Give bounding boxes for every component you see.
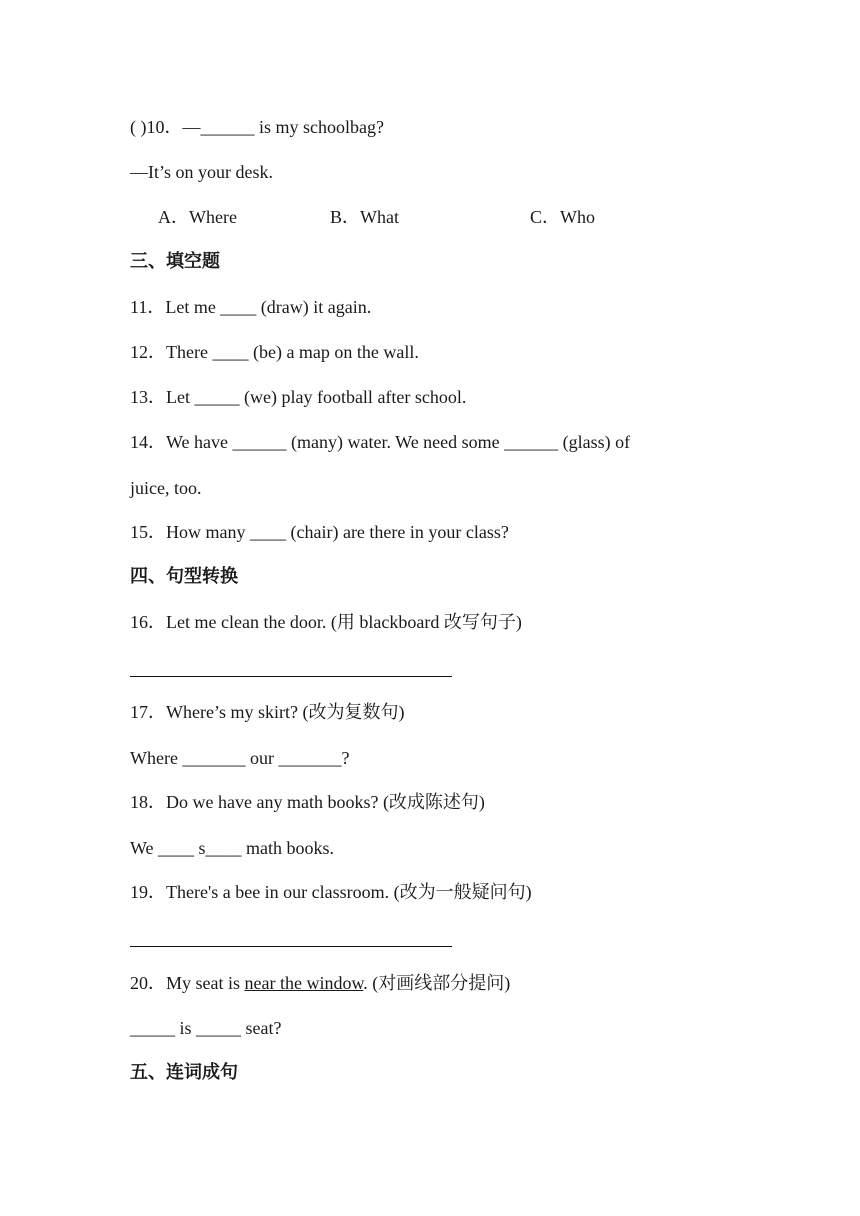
q13: 13．Let _____ (we) play football after school. [130,387,467,407]
q14-line1: 14．We have ______ (many) water. We need some ______ (glass) of [130,432,631,452]
q11: 11．Let me ____ (draw) it again. [130,297,372,317]
q17-answer: Where _______ our _______? [130,748,350,768]
q19: 19．There's a bee in our classroom. (改为一般疑问句) [130,882,532,902]
q19-answer-line [130,946,452,947]
q20-stem [130,971,510,995]
q18-stem: 18．Do we have any math books? (改成陈述句) [130,792,485,812]
q17-stem: 17．Where’s my skirt? (改为复数句) [130,702,405,722]
q16: 16．Let me clean the door. (用 blackboard 改写句子) [130,612,522,632]
q16-answer-line [130,676,452,677]
q10-option-a: A．Where [158,207,237,227]
q20-suffix: . (对画线部分提问) [363,973,511,993]
q12: 12．There ____ (be) a map on the wall. [130,342,419,362]
section-title-sentence-transform: 四、句型转换 [130,566,238,587]
q20-answer: _____ is _____ seat? [130,1018,282,1038]
q10-options [130,205,630,229]
q10-option-c: C．Who [530,207,595,227]
section-title-fill-blank: 三、填空题 [130,251,220,272]
q20-prefix: 20．My seat is [130,973,245,993]
q20-underlined-phrase: near the window [244,973,364,993]
q14-line2: juice, too. [130,478,202,498]
section-title-word-order: 五、连词成句 [130,1062,238,1083]
q18-answer: We ____ s____ math books. [130,838,335,858]
q10-stem: ( )10．—______ is my schoolbag? [130,117,384,137]
q15: 15．How many ____ (chair) are there in your class? [130,522,509,542]
q10-reply: —It’s on your desk. [130,162,273,182]
q10-option-b: B．What [330,207,399,227]
